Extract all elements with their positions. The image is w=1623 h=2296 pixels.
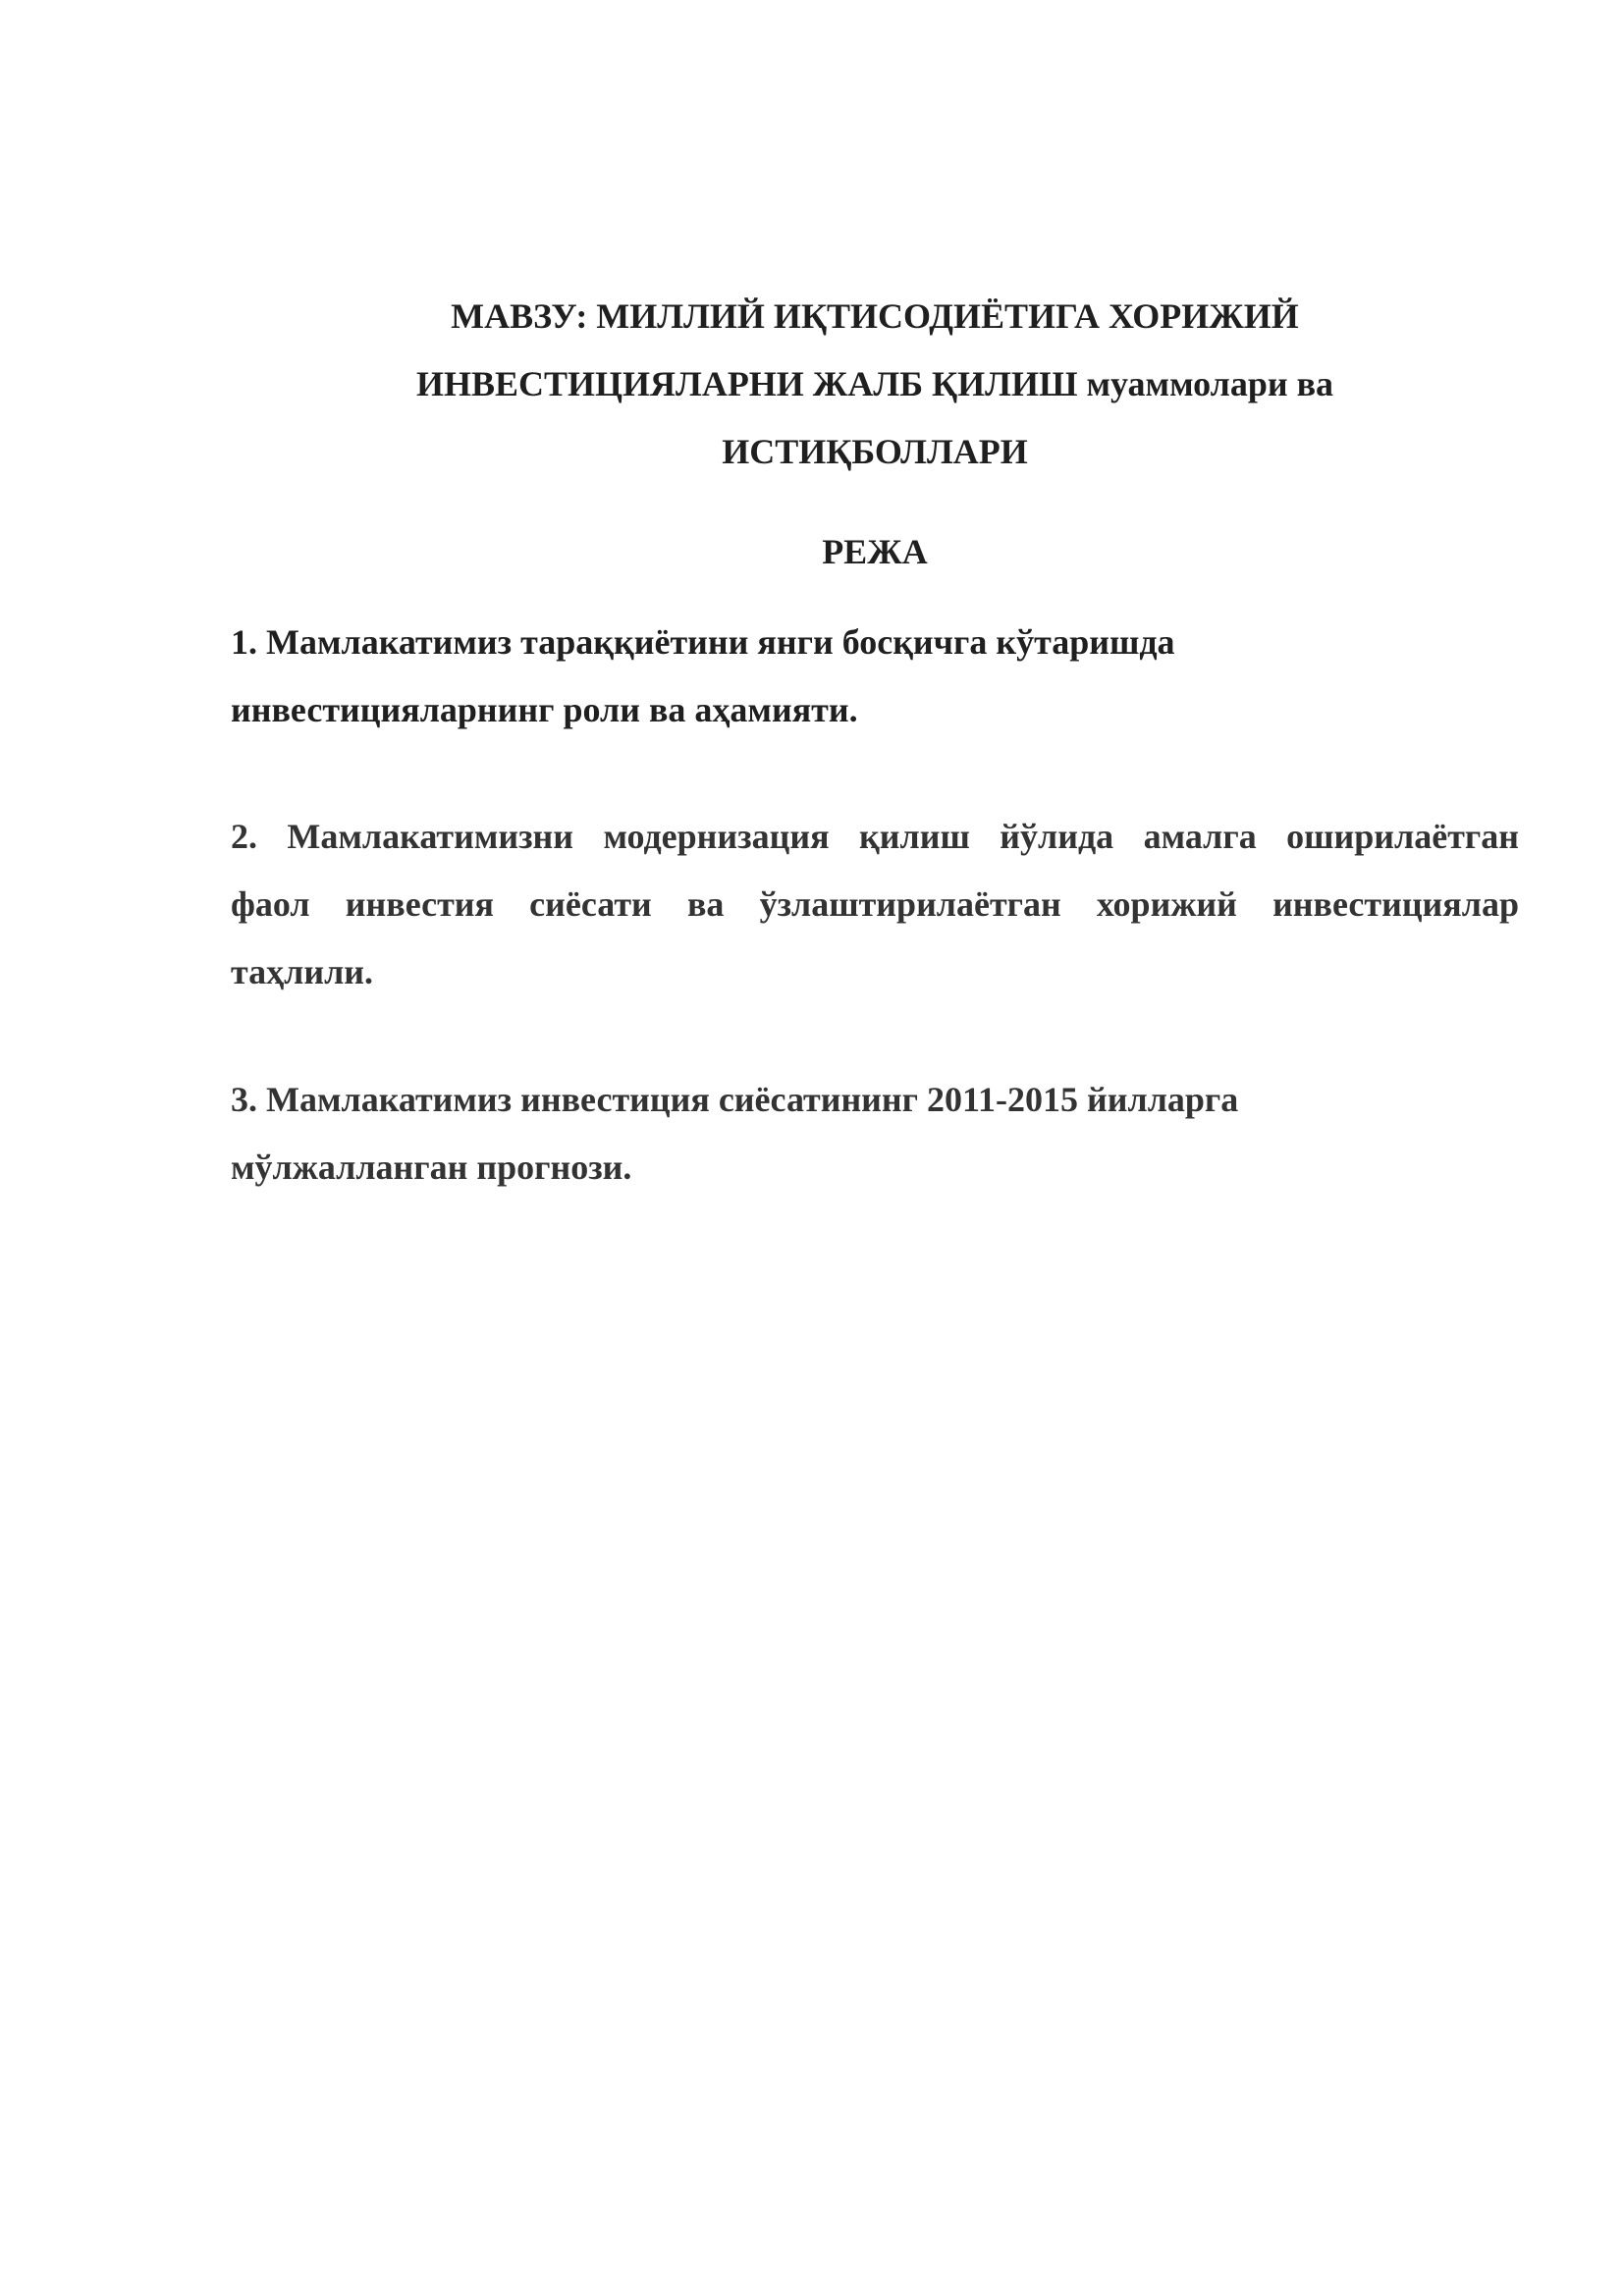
plan-item-line: 1. Мамлакатимиз тараққиётини янги босқичга кўтаришда — [231, 622, 1175, 662]
plan-item-line: инвестицияларнинг роли ва аҳамияти. — [231, 690, 858, 729]
plan-item-3 — [231, 1066, 1519, 1201]
plan-item-2 — [231, 803, 1519, 1006]
plan-item-1 — [231, 609, 1519, 744]
title-line: ИСТИҚБОЛЛАРИ — [722, 432, 1028, 471]
plan-item-line: фаол инвестия сиёсати ва ўзлаштирилаётган хорижий инвестициялар — [231, 884, 1519, 924]
title-line: МАВЗУ: МИЛЛИЙ ИҚТИСОДИЁТИГА ХОРИЖИЙ — [451, 296, 1299, 336]
plan-item-line: таҳлили. — [231, 952, 374, 991]
plan-heading: РЕЖА — [822, 532, 928, 571]
plan-item-line: мўлжалланган прогнози. — [231, 1148, 632, 1187]
plan-item-line: 2. Мамлакатимизни модернизация қилиш йўлида амалга оширилаётган — [231, 817, 1519, 856]
plan-item-line: 3. Мамлакатимиз инвестиция сиёсатининг 2011-2015 йилларга — [231, 1080, 1239, 1119]
title-line: ИНВЕСТИЦИЯЛАРНИ ЖАЛБ ҚИЛИШ муаммолари ва — [415, 364, 1334, 403]
document-title — [231, 283, 1519, 486]
